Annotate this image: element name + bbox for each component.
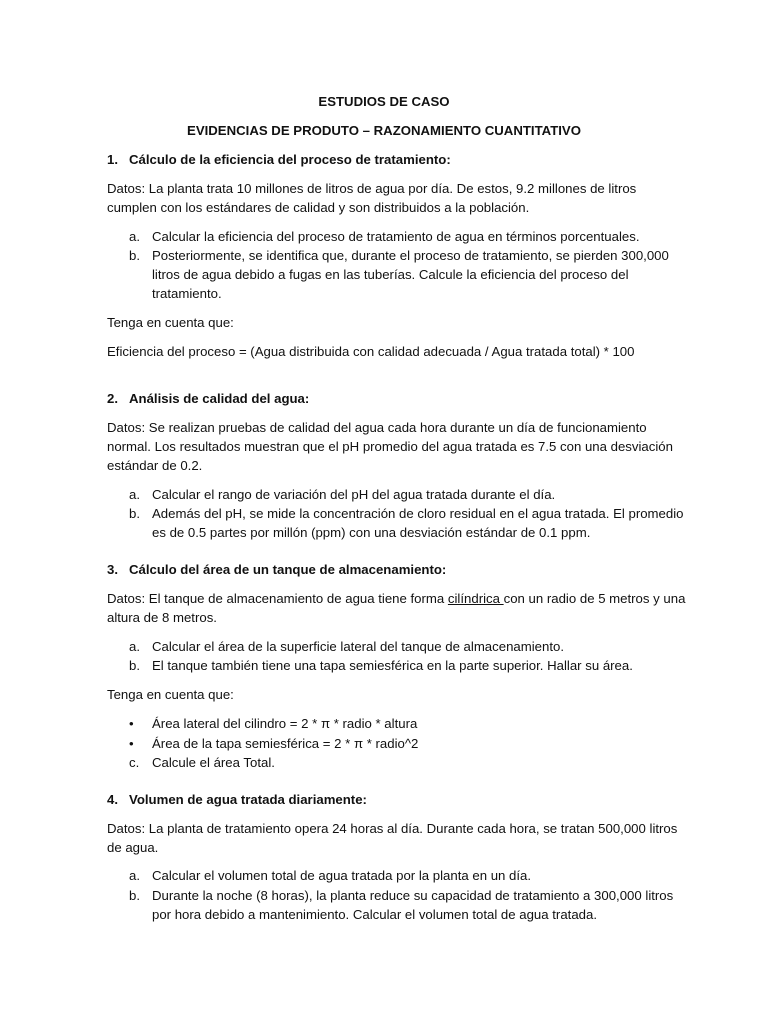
section-3-data-text-start: Datos: El tanque de almacenamiento de agua tiene forma xyxy=(107,591,448,606)
section-1-number: 1. xyxy=(107,152,118,167)
section-3-number: 3. xyxy=(107,562,118,577)
document-subtitle: EVIDENCIAS DE PRODUTO – RAZONAMIENTO CUANTITATIVO xyxy=(187,123,581,138)
section-4-title: Volumen de agua tratada diariamente: xyxy=(129,792,367,807)
section-4-number: 4. xyxy=(107,792,118,807)
section-1-item-b-line-3: tratamiento. xyxy=(152,286,222,301)
section-3-item-b-marker: b. xyxy=(129,658,140,673)
section-3-item-b: El tanque también tiene una tapa semiesférica en la parte superior. Hallar su área. xyxy=(152,658,633,673)
section-3-formula-1: Área lateral del cilindro = 2 * π * radio * altura xyxy=(152,716,418,731)
section-2-number: 2. xyxy=(107,391,118,406)
section-1-item-b-line-2: litros de agua debido a fugas en las tuberías. Calcule la eficiencia del proceso del xyxy=(152,267,629,282)
section-1-item-b-marker: b. xyxy=(129,248,140,263)
section-2-item-a: Calcular el rango de variación del pH del agua tratada durante el día. xyxy=(152,487,556,502)
section-3-formula-2: Área de la tapa semiesférica = 2 * π * radio^2 xyxy=(152,736,419,751)
bullet-icon: • xyxy=(129,736,134,751)
section-1-formula: Eficiencia del proceso = (Agua distribuida con calidad adecuada / Agua tratada total) * 100 xyxy=(107,344,635,359)
document-title: ESTUDIOS DE CASO xyxy=(318,94,450,109)
section-2-item-b-marker: b. xyxy=(129,506,140,521)
underlined-word: cilíndrica xyxy=(447,591,504,606)
section-1-item-a-marker: a. xyxy=(129,229,140,244)
section-3-item-c-marker: c. xyxy=(129,755,140,770)
section-4-item-b-marker: b. xyxy=(129,888,140,903)
section-3-data-text-end: con un radio de 5 metros y una xyxy=(503,591,686,606)
section-1-data-line-1: Datos: La planta trata 10 millones de litros de agua por día. De estos, 9.2 millones de litros xyxy=(107,181,637,196)
section-2-item-b-line-1: Además del pH, se mide la concentración de cloro residual en el agua tratada. El promedio xyxy=(152,506,684,521)
section-1-item-a: Calcular la eficiencia del proceso de tratamiento de agua en términos porcentuales. xyxy=(152,229,640,244)
section-3-data-line-1 xyxy=(107,589,685,609)
section-4-item-b-line-1: Durante la noche (8 horas), la planta reduce su capacidad de tratamiento a 300,000 litros xyxy=(152,888,674,903)
section-2-data-line-3: estándar de 0.2. xyxy=(107,458,203,473)
section-2-data-line-2: normal. Los resultados muestran que el pH promedio del agua tratada es 7.5 con una desviación xyxy=(107,439,673,454)
section-2-item-a-marker: a. xyxy=(129,487,140,502)
section-3-item-a: Calcular el área de la superficie lateral del tanque de almacenamiento. xyxy=(152,639,564,654)
section-3-item-c: Calcule el área Total. xyxy=(152,755,275,770)
section-3-note: Tenga en cuenta que: xyxy=(107,687,234,702)
section-3-title: Cálculo del área de un tanque de almacenamiento: xyxy=(129,562,447,577)
section-2-item-b-line-2: es de 0.5 partes por millón (ppm) con una desviación estándar de 0.1 ppm. xyxy=(152,525,591,540)
section-1-item-b-line-1: Posteriormente, se identifica que, durante el proceso de tratamiento, se pierden 300,000 xyxy=(152,248,669,263)
bullet-icon: • xyxy=(129,716,134,731)
section-4-item-b-line-2: por hora debido a mantenimiento. Calcular el volumen total de agua tratada. xyxy=(152,907,597,922)
section-4-data-line-2: de agua. xyxy=(107,840,159,855)
section-4-item-a: Calcular el volumen total de agua tratada por la planta en un día. xyxy=(152,868,532,883)
section-3-data-line-2: altura de 8 metros. xyxy=(107,610,217,625)
section-2-title: Análisis de calidad del agua: xyxy=(129,391,310,406)
section-4-item-a-marker: a. xyxy=(129,868,140,883)
section-1-title: Cálculo de la eficiencia del proceso de tratamiento: xyxy=(129,152,451,167)
section-1-note: Tenga en cuenta que: xyxy=(107,315,234,330)
section-2-data-line-1: Datos: Se realizan pruebas de calidad del agua cada hora durante un día de funcionamiento xyxy=(107,420,647,435)
section-4-data-line-1: Datos: La planta de tratamiento opera 24 horas al día. Durante cada hora, se tratan 500,000 litros xyxy=(107,821,678,836)
section-3-item-a-marker: a. xyxy=(129,639,140,654)
section-1-data-line-2: cumplen con los estándares de calidad y son distribuidos a la población. xyxy=(107,200,530,215)
